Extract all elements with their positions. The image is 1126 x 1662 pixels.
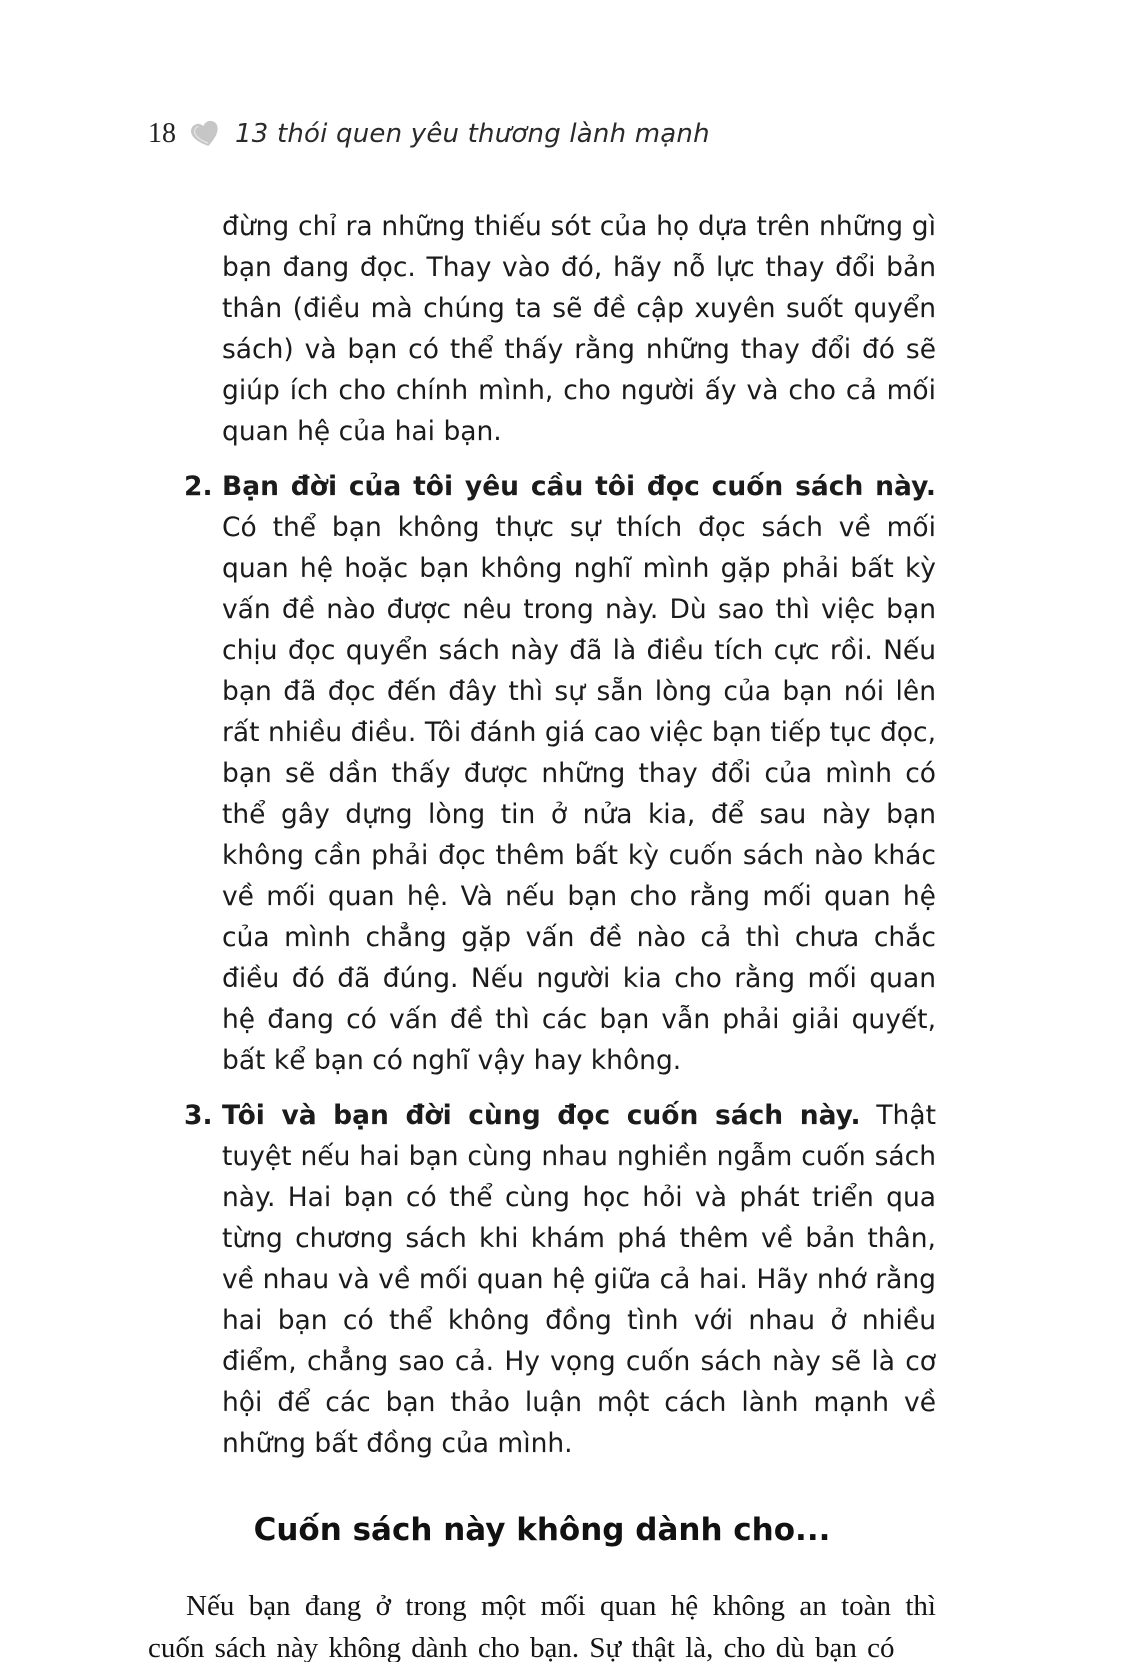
closing-paragraph: Nếu bạn đang ở trong một mối quan hệ không an toàn thì cuốn sách này không dành cho bạn. Sự thật là, cho dù bạn có bbox=[148, 1590, 936, 1662]
list-item-number: 3. bbox=[184, 1100, 213, 1131]
list-item-number: 2. bbox=[184, 471, 213, 502]
heart-icon bbox=[189, 119, 221, 150]
list-item-lead: Tôi và bạn đời cùng đọc cuốn sách này. bbox=[222, 1100, 861, 1131]
list-item-body: Có thể bạn không thực sự thích đọc sách về mối quan hệ hoặc bạn không nghĩ mình gặp phải bất kỳ vấn đề nào được nêu trong này. Dù sao thì việc bạn chịu đọc quyển sách này đã là điều tích cực rồi. Nếu bạn đã đọc đến đây thì sự sẵn lòng của bạn nói lên rất nhiều điều. Tôi đánh giá cao việc bạn tiếp tục đọc, bạn sẽ dần thấy được những thay đổi của mình có thể gây dựng lòng tin ở nửa kia, để sau này bạn không cần phải đọc thêm bất kỳ cuốn sách nào khác về mối quan hệ. Và nếu bạn cho rằng mối quan hệ của mình chẳng gặp vấn đề nào cả thì chưa chắc điều đó đã đúng. Nếu người kia cho rằng mối quan hệ đang có vấn đề thì các bạn vẫn phải giải quyết, bất kể bạn có nghĩ vậy hay không. bbox=[222, 512, 936, 1076]
list-item-body: Thật tuyệt nếu hai bạn cùng nhau nghiền ngẫm cuốn sách này. Hai bạn có thể cùng học hỏi và phát triển qua từng chương sách khi khám phá thêm về bản thân, về nhau và về mối quan hệ giữa cả hai. Hãy nhớ rằng hai bạn có thể không đồng tình với nhau ở nhiều điểm, chẳng sao cả. Hy vọng cuốn sách này sẽ là cơ hội để các bạn thảo luận một cách lành mạnh về những bất đồng của mình. bbox=[222, 1100, 936, 1459]
continuation-paragraph: đừng chỉ ra những thiếu sót của họ dựa trên những gì bạn đang đọc. Thay vào đó, hãy nỗ lực thay đổi bản thân (điều mà chúng ta sẽ đề cập xuyên suốt quyển sách) và bạn có thể thấy rằng những thay đổi đó sẽ giúp ích cho chính mình, cho người ấy và cho cả mối quan hệ của hai bạn. bbox=[222, 211, 936, 447]
section-heading: Cuốn sách này không dành cho... bbox=[253, 1512, 831, 1548]
running-title: 13 thói quen yêu thương lành mạnh bbox=[235, 119, 710, 149]
list-item-text bbox=[222, 466, 936, 1081]
list-item-3 bbox=[148, 1095, 936, 1464]
list-item-2 bbox=[148, 466, 936, 1081]
page-header bbox=[148, 118, 936, 150]
list-item-lead: Bạn đời của tôi yêu cầu tôi đọc cuốn sách này. bbox=[222, 471, 936, 502]
list-item-text bbox=[222, 1095, 936, 1464]
page-number: 18 bbox=[148, 118, 176, 149]
page-body bbox=[148, 206, 936, 1662]
